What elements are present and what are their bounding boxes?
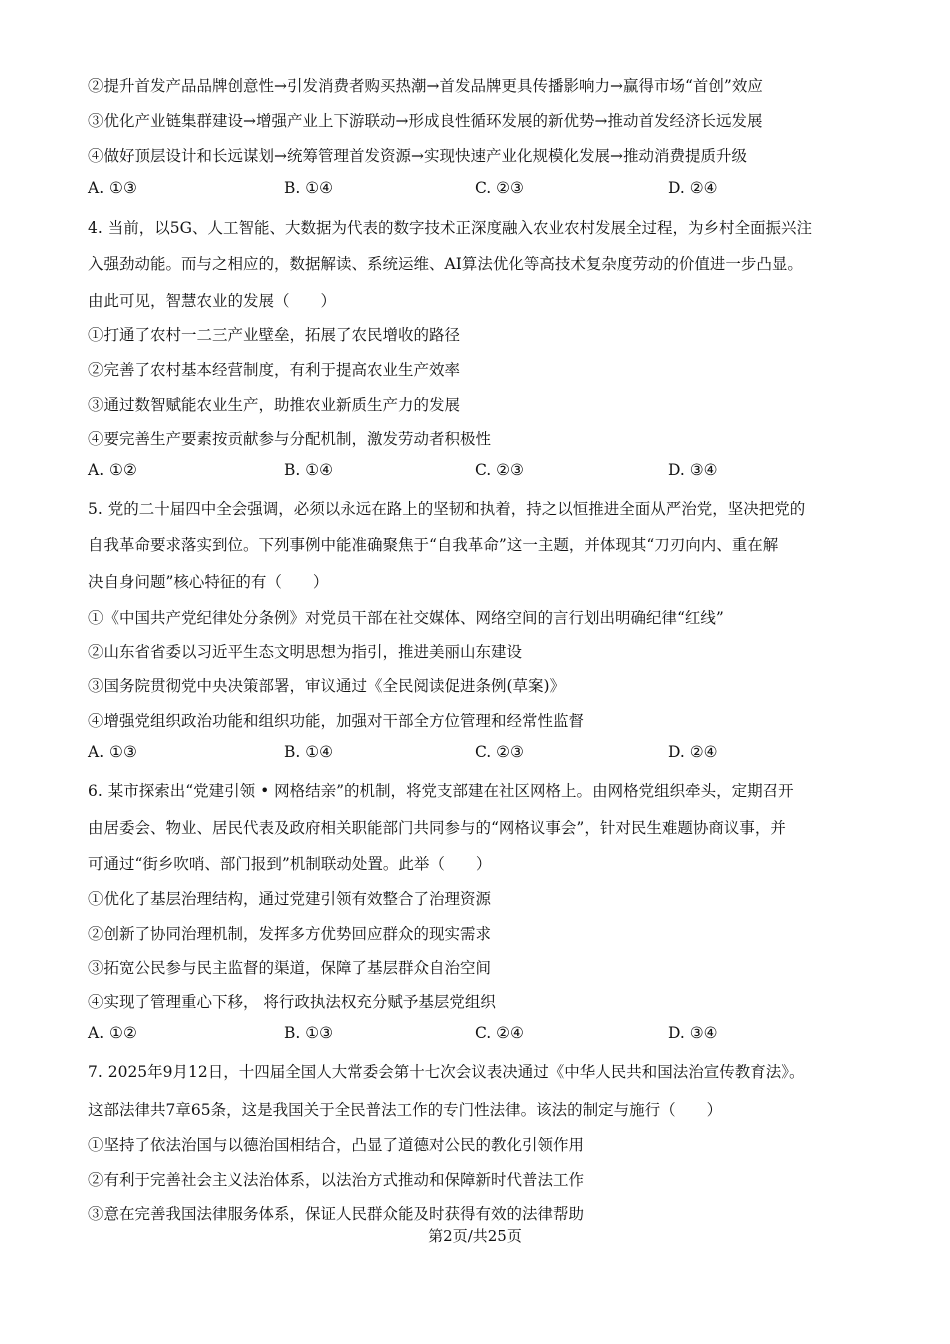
q5-stem-line-1: 5. 党的二十届四中全会强调，必须以永远在路上的坚韧和执着，持之以恒推进全面从严治党，坚决把党的 [88,500,806,518]
q3-item-3: ③优化产业链集群建设→增强产业上下游联动→形成良性循环发展的新优势→推动首发经济长远发展 [88,112,763,130]
q4-stem-line-2: 入强劲动能。而与之相应的，数据解读、系统运维、AI算法优化等高技术复杂度劳动的价值进一步凸显。 [88,255,803,273]
q5-item-1: ①《中国共产党纪律处分条例》对党员干部在社交媒体、网络空间的言行划出明确纪律“红线” [88,609,724,627]
page-footer: 第2页/共25页 [428,1227,522,1245]
q6-option-a: A. ①② [88,1024,137,1042]
q5-item-3: ③国务院贯彻党中央决策部署，审议通过《全民阅读促进条例(草案)》 [88,677,566,695]
q4-item-2: ②完善了农村基本经营制度，有利于提高农业生产效率 [88,361,461,379]
q3-option-d: D. ②④ [668,179,718,197]
q6-options [88,1024,848,1048]
q7-item-2: ②有利于完善社会主义法治体系，以法治方式推动和保障新时代普法工作 [88,1171,585,1189]
q7-item-3: ③意在完善我国法律服务体系，保证人民群众能及时获得有效的法律帮助 [88,1205,585,1223]
q5-option-b: B. ①④ [284,743,334,761]
q3-option-b: B. ①④ [284,179,334,197]
q4-item-4: ④要完善生产要素按贡献参与分配机制，激发劳动者积极性 [88,430,492,448]
q5-option-d: D. ②④ [668,743,718,761]
q3-item-4: ④做好顶层设计和长远谋划→统筹管理首发资源→实现快速产业化规模化发展→推动消费提质升级 [88,147,747,165]
q6-option-d: D. ③④ [668,1024,718,1042]
q5-options [88,743,848,767]
q4-stem-line-3: 由此可见，智慧农业的发展（ ） [88,292,337,310]
q4-option-a: A. ①② [88,461,137,479]
q4-option-d: D. ③④ [668,461,718,479]
q5-stem-line-2: 自我革命要求落实到位。下列事例中能准确聚焦于“自我革命”这一主题，并体现其“刀刃向内、重在解 [88,536,779,554]
q6-item-3: ③拓宽公民参与民主监督的渠道，保障了基层群众自治空间 [88,959,492,977]
q3-options [88,179,848,203]
q6-stem-line-1: 6. 某市探索出“党建引领 • 网格结亲”的机制，将党支部建在社区网格上。由网格党组织牵头，定期召开 [88,782,794,800]
q4-options [88,461,848,485]
q6-stem-line-2: 由居委会、物业、居民代表及政府相关职能部门共同参与的“网格议事会”，针对民生难题协商议事，并 [88,819,786,837]
q4-stem-line-1: 4. 当前，以5G、人工智能、大数据为代表的数字技术正深度融入农业农村发展全过程，为乡村全面振兴注 [88,219,812,237]
q3-item-2: ②提升首发产品品牌创意性→引发消费者购买热潮→首发品牌更具传播影响力→赢得市场“首创”效应 [88,77,763,95]
q5-stem-line-3: 决自身问题”核心特征的有（ ） [88,573,329,591]
q7-item-1: ①坚持了依法治国与以德治国相结合，凸显了道德对公民的教化引领作用 [88,1136,585,1154]
q7-stem-line-1: 7. 2025年9月12日，十四届全国人大常委会第十七次会议表决通过《中华人民共和国法治宣传教育法》。 [88,1063,805,1081]
q5-item-4: ④增强党组织政治功能和组织功能，加强对干部全方位管理和经常性监督 [88,712,585,730]
q4-option-b: B. ①④ [284,461,334,479]
q4-item-3: ③通过数智赋能农业生产，助推农业新质生产力的发展 [88,396,461,414]
q6-item-4: ④实现了管理重心下移， 将行政执法权充分赋予基层党组织 [88,993,496,1011]
q3-option-a: A. ①③ [88,179,137,197]
q3-option-c: C. ②③ [475,179,524,197]
q6-option-b: B. ①③ [284,1024,334,1042]
q5-item-2: ②山东省省委以习近平生态文明思想为指引，推进美丽山东建设 [88,643,523,661]
q6-item-1: ①优化了基层治理结构，通过党建引领有效整合了治理资源 [88,890,492,908]
q5-option-a: A. ①③ [88,743,137,761]
q7-stem-line-2: 这部法律共7章65条，这是我国关于全民普法工作的专门性法律。该法的制定与施行（ ） [88,1101,723,1119]
q6-stem-line-3: 可通过“街乡吹哨、部门报到”机制联动处置。此举（ ） [88,855,492,873]
q4-option-c: C. ②③ [475,461,524,479]
q4-item-1: ①打通了农村一二三产业壁垒，拓展了农民增收的路径 [88,326,461,344]
q6-option-c: C. ②④ [475,1024,524,1042]
q6-item-2: ②创新了协同治理机制，发挥多方优势回应群众的现实需求 [88,925,492,943]
q5-option-c: C. ②③ [475,743,524,761]
